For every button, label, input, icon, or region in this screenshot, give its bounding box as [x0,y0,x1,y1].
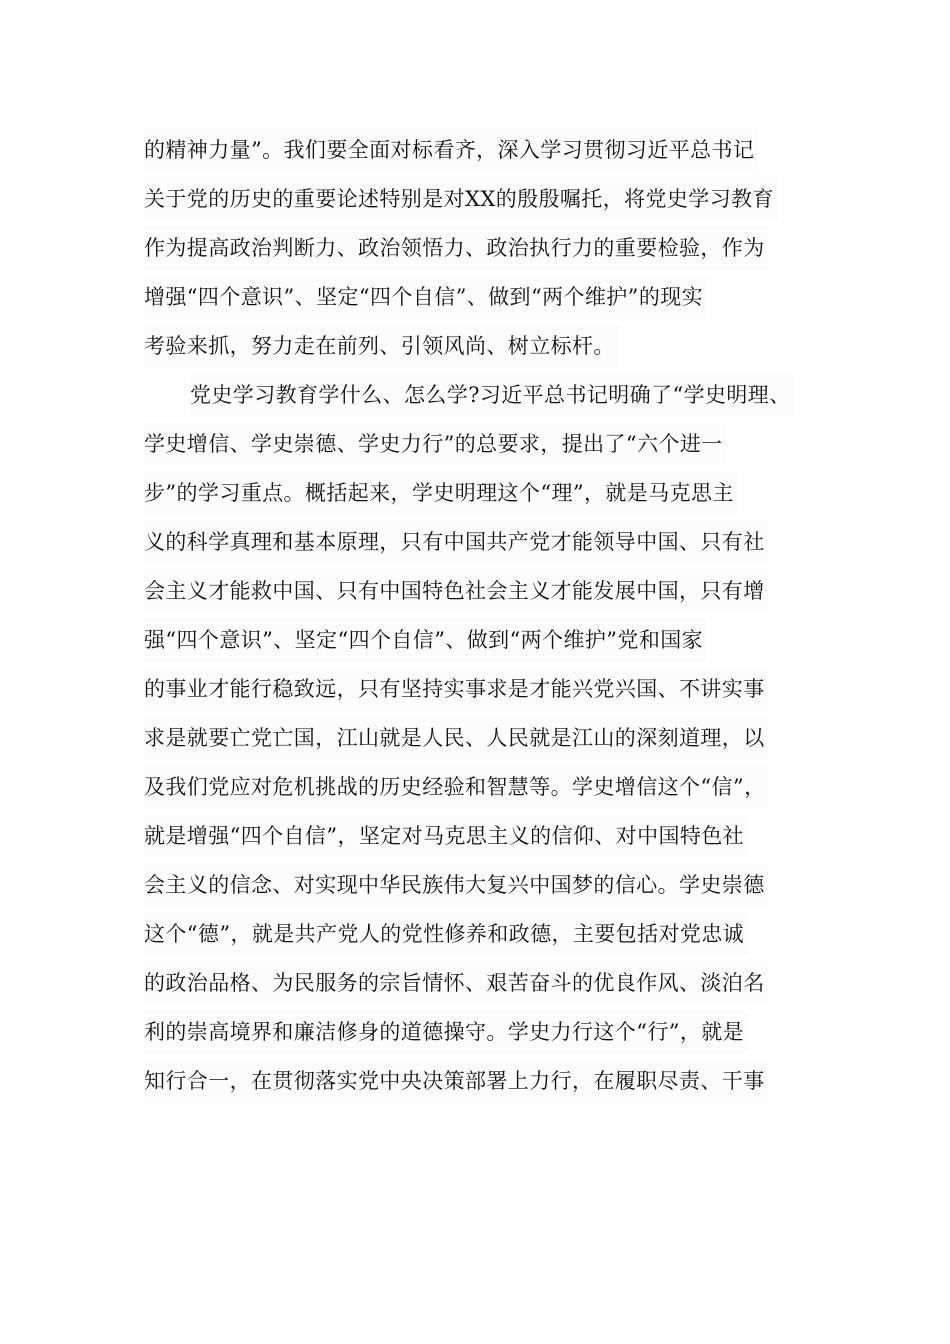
text-line: 党史学习教育学什么、怎么学?习近平总书记明确了“学史明理、 [190,373,795,417]
text-line: 关于党的历史的重要论述特别是对XX的殷殷嘱托，将党史学习教育 [144,177,778,221]
text-line: 学史增信、学史崇德、学史力行”的总要求，提出了“六个进一 [144,422,727,466]
text-line: 义的科学真理和基本原理，只有中国共产党才能领导中国、只有社 [144,520,769,564]
text-line: 强“四个意识”、坚定“四个自信”、做到“两个维护”党和国家 [144,618,707,662]
text-line: 的事业才能行稳致远，只有坚持实事求是才能兴党兴国、不讲实事 [144,667,769,711]
text-line: 增强“四个意识”、坚定“四个自信”、做到“两个维护”的现实 [144,275,707,319]
text-line: 的精神力量”。我们要全面对标看齐，深入学习贯彻习近平总书记 [144,128,758,172]
text-line: 的政治品格、为民服务的宗旨情怀、艰苦奋斗的优良作风、淡泊名 [144,961,769,1005]
text-line: 利的崇高境界和廉洁修身的道德操守。学史力行这个“行”，就是 [144,1010,748,1054]
text-line: 知行合一，在贯彻落实党中央决策部署上力行，在履职尽责、干事 [144,1059,769,1103]
text-line: 考验来抓，努力走在前列、引领风尚、树立标杆。 [144,324,619,368]
text-line: 作为提高政治判断力、政治领悟力、政治执行力的重要检验，作为 [144,226,769,270]
text-line: 这个“德”，就是共产党人的党性修养和政德，主要包括对党忠诚 [144,912,748,956]
text-line: 步”的学习重点。概括起来，学史明理这个“理”，就是马克思主 [144,471,738,515]
text-line: 就是增强“四个自信”，坚定对马克思主义的信仰、对中国特色社 [144,814,748,858]
text-line: 求是就要亡党亡国，江山就是人民、人民就是江山的深刻道理，以 [144,716,769,760]
text-line: 及我们党应对危机挑战的历史经验和智慧等。学史增信这个“信”， [144,765,769,809]
text-line: 会主义才能救中国、只有中国特色社会主义才能发展中国，只有增 [144,569,769,613]
text-line: 会主义的信念、对实现中华民族伟大复兴中国梦的信心。学史崇德 [144,863,769,907]
